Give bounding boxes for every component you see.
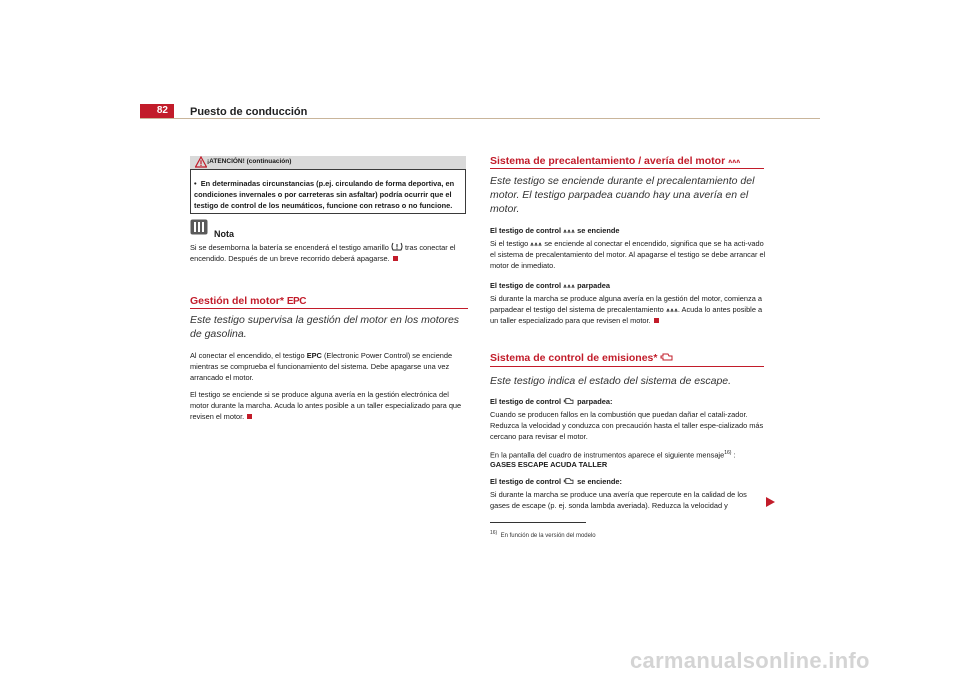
note-icon bbox=[190, 219, 208, 235]
engine-check-icon bbox=[563, 477, 575, 485]
glow-heading-2: El testigo de control parpadea bbox=[490, 281, 611, 290]
end-marker bbox=[393, 256, 398, 261]
glow-paragraph-1: Si el testigo se enciende al conectar el encendido, significa que se ha acti-vado el sistema de precalentamiento del motor. Al apagarse el testigo se debe arrancar el motor de inmediato. bbox=[490, 239, 766, 270]
page-number: 82 bbox=[140, 104, 174, 118]
glow-section-title: Sistema de precalentamiento / avería del motor bbox=[490, 155, 742, 167]
epc-icon: EPC bbox=[286, 296, 306, 307]
note-label: Nota bbox=[214, 229, 234, 239]
bullet-dot: • bbox=[194, 179, 201, 188]
header-divider bbox=[140, 118, 820, 119]
footnote: $^{16)}$ En función de la versión del modelo bbox=[490, 530, 596, 539]
glow-plug-icon bbox=[666, 305, 678, 313]
epc-inline-icon: EPC bbox=[306, 351, 322, 360]
glow-plug-icon bbox=[530, 239, 542, 247]
engine-check-icon bbox=[660, 352, 674, 362]
emission-heading-1: El testigo de control parpadea: bbox=[490, 397, 613, 406]
epc-title-rule bbox=[190, 308, 468, 309]
emission-paragraph-2: En la pantalla del cuadro de instrumentos aparece el siguiente mensaje$^{16)}$ : bbox=[490, 450, 736, 460]
next-page-arrow-icon[interactable] bbox=[766, 497, 775, 507]
watermark: carmanualsonline.info bbox=[630, 648, 870, 673]
emission-heading-2: El testigo de control se enciende: bbox=[490, 477, 622, 486]
end-marker bbox=[247, 414, 252, 419]
epc-paragraph-1: Al conectar el encendido, el testigo EPC (Electronic Power Control) se enciende mientras se comprueba el funcionamiento del sistema. Debe apagarse una vez arrancado el motor. bbox=[190, 351, 453, 382]
epc-section-title: Gestión del motor* EPC bbox=[190, 295, 306, 307]
warning-triangle-icon bbox=[195, 156, 207, 168]
glow-plug-icon bbox=[728, 156, 742, 165]
epc-paragraph-2: El testigo se enciende si se produce alguna avería en la gestión electrónica del motor durante la marcha. Acuda lo antes posible a un taller especializado para que revisen el motor. bbox=[190, 390, 462, 421]
emission-subtitle: Este testigo indica el estado del sistema de escape. bbox=[490, 375, 732, 387]
emission-title-rule bbox=[490, 366, 764, 367]
emission-paragraph-3: Si durante la marcha se produce una avería que repercute en la calidad de los gases de escape (p. ej. sonda lambda averiada). Reduzca la velocidad y bbox=[490, 490, 747, 510]
glow-plug-icon bbox=[563, 281, 575, 289]
footnote-rule bbox=[490, 522, 586, 523]
glow-subtitle: Este testigo se enciende durante el precalentamiento del motor. El testigo parpadea cuando hay una avería en el motor. bbox=[490, 175, 755, 215]
warning-bullet: • En determinadas circunstancias (p.ej. circulando de forma deportiva, en condiciones invernales o por carreteras sin asfaltar) podría ocurrir que el testigo de control de los neumáticos, funcione con retraso o no funcione. bbox=[194, 179, 455, 210]
warning-heading: ¡ATENCIÓN! (continuación) bbox=[207, 158, 292, 165]
note-text: Si se desemborna la batería se encenderá el testigo amarillo tras conectar el encendido. Después de un breve recorrido deberá apagarse. bbox=[190, 243, 456, 263]
engine-check-icon bbox=[563, 397, 575, 405]
glow-paragraph-2: Si durante la marcha se produce alguna avería en la gestión del motor, comienza a parpadear el testigo del sistema de precalentamiento . Acuda lo antes posible a un taller especializado para que revisen el motor. bbox=[490, 294, 763, 325]
emission-paragraph-1: Cuando se producen fallos en la combustión que puedan dañar el catali-zador. Reduzca la velocidad y conduzca con precaución hasta el taller espe-cializado más cercano para revisar el motor. bbox=[490, 410, 764, 441]
epc-subtitle: Este testigo supervisa la gestión del motor en los motores de gasolina. bbox=[190, 314, 460, 340]
page-header-title: Puesto de conducción bbox=[190, 106, 308, 118]
glow-heading-1: El testigo de control se enciende bbox=[490, 226, 620, 235]
glow-title-rule bbox=[490, 168, 764, 169]
tire-pressure-icon bbox=[391, 242, 403, 251]
emission-section-title: Sistema de control de emisiones* bbox=[490, 352, 674, 364]
emission-message: GASES ESCAPE ACUDA TALLER bbox=[490, 460, 608, 469]
end-marker bbox=[654, 318, 659, 323]
glow-plug-icon bbox=[563, 226, 575, 234]
